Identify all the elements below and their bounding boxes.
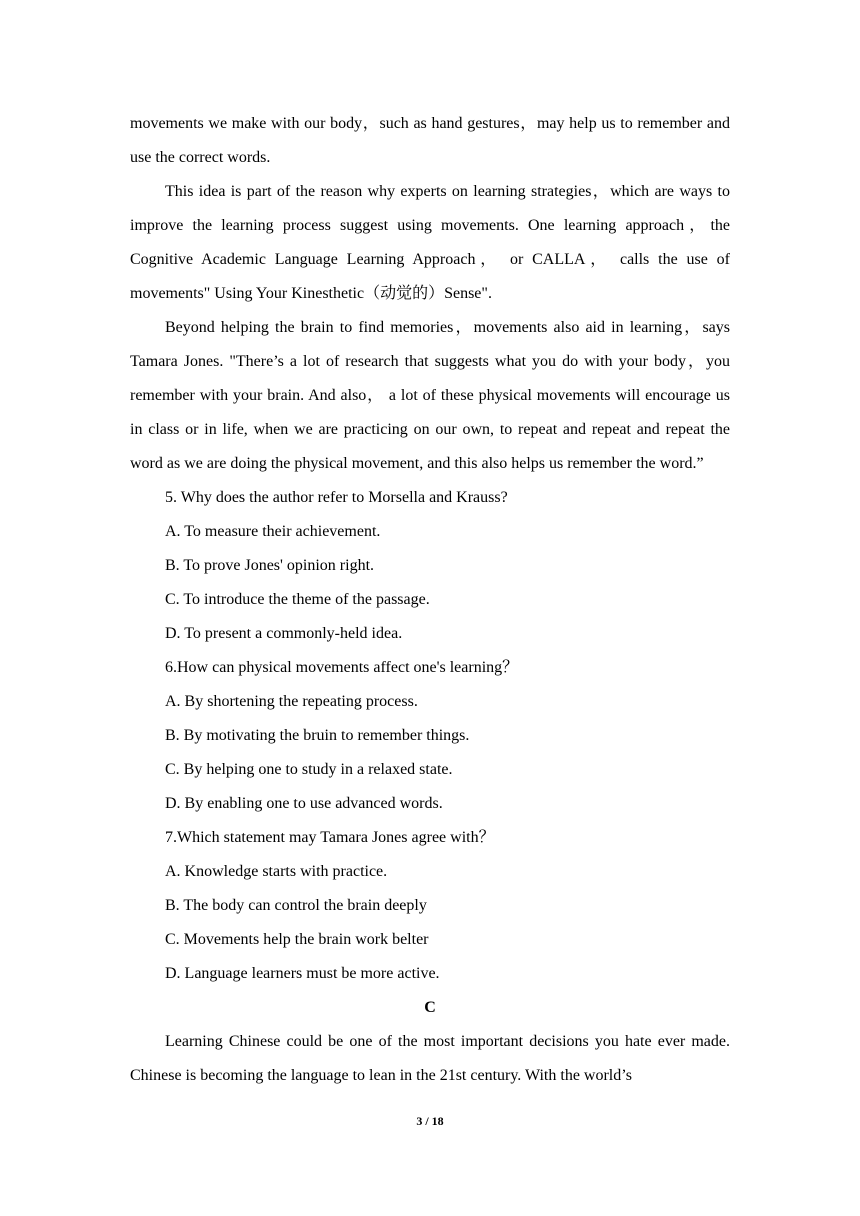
question-7-option-d: D. Language learners must be more active.: [165, 965, 440, 982]
question-5-option-b: B. To prove Jones' opinion right.: [165, 557, 375, 574]
passage-b-paragraph-1: movements we make with our body，such as hand gestures，may help us to remember and use the correct words.: [130, 115, 730, 166]
question-7-option-c: C. Movements help the brain work belter: [165, 931, 429, 948]
question-6-option-a: A. By shortening the repeating process.: [165, 693, 418, 710]
passage-c-paragraph-1: Learning Chinese could be one of the most important decisions you hate ever made. Chinese is becoming the language to lean in the 21st century. With the world’s: [130, 1033, 730, 1084]
page-number: 3 / 18: [416, 1114, 444, 1128]
question-6-stem: 6.How can physical movements affect one's learning？: [165, 659, 519, 676]
question-7-stem: 7.Which statement may Tamara Jones agree with？: [165, 829, 495, 846]
question-7: [130, 821, 730, 991]
passage-b-paragraph-3: Beyond helping the brain to find memories，movements also aid in learning，says Tamara Jones. "There’s a lot of research that suggests what you do with your body，you remember with your brain. And also， a lot of these physical movements will encourage us in class or in life, when we are practicing on our own, to repeat and repeat and repeat the word as we are doing the physical movement, and this also helps us remember the word.”: [130, 319, 730, 472]
question-5-option-a: A. To measure their achievement.: [165, 523, 381, 540]
question-5-option-d: D. To present a commonly-held idea.: [165, 625, 403, 642]
section-c-heading: C: [424, 999, 436, 1016]
question-6-option-b: B. By motivating the bruin to remember things.: [165, 727, 470, 744]
question-5: [130, 481, 730, 651]
document-page: [130, 107, 730, 1093]
question-7-option-b: B. The body can control the brain deeply: [165, 897, 427, 914]
question-5-stem: 5. Why does the author refer to Morsella and Krauss?: [165, 489, 508, 506]
passage-b-paragraph-2: This idea is part of the reason why experts on learning strategies，which are ways to improve the learning process suggest using movements. One learning approach，the Cognitive Academic Language Learning Approach， or CALLA， calls the use of movements" Using Your Kinesthetic（动觉的）Sense".: [130, 183, 730, 302]
question-7-option-a: A. Knowledge starts with practice.: [165, 863, 388, 880]
question-6: [130, 651, 730, 821]
question-6-option-d: D. By enabling one to use advanced words.: [165, 795, 443, 812]
question-5-option-c: C. To introduce the theme of the passage.: [165, 591, 430, 608]
question-6-option-c: C. By helping one to study in a relaxed state.: [165, 761, 453, 778]
